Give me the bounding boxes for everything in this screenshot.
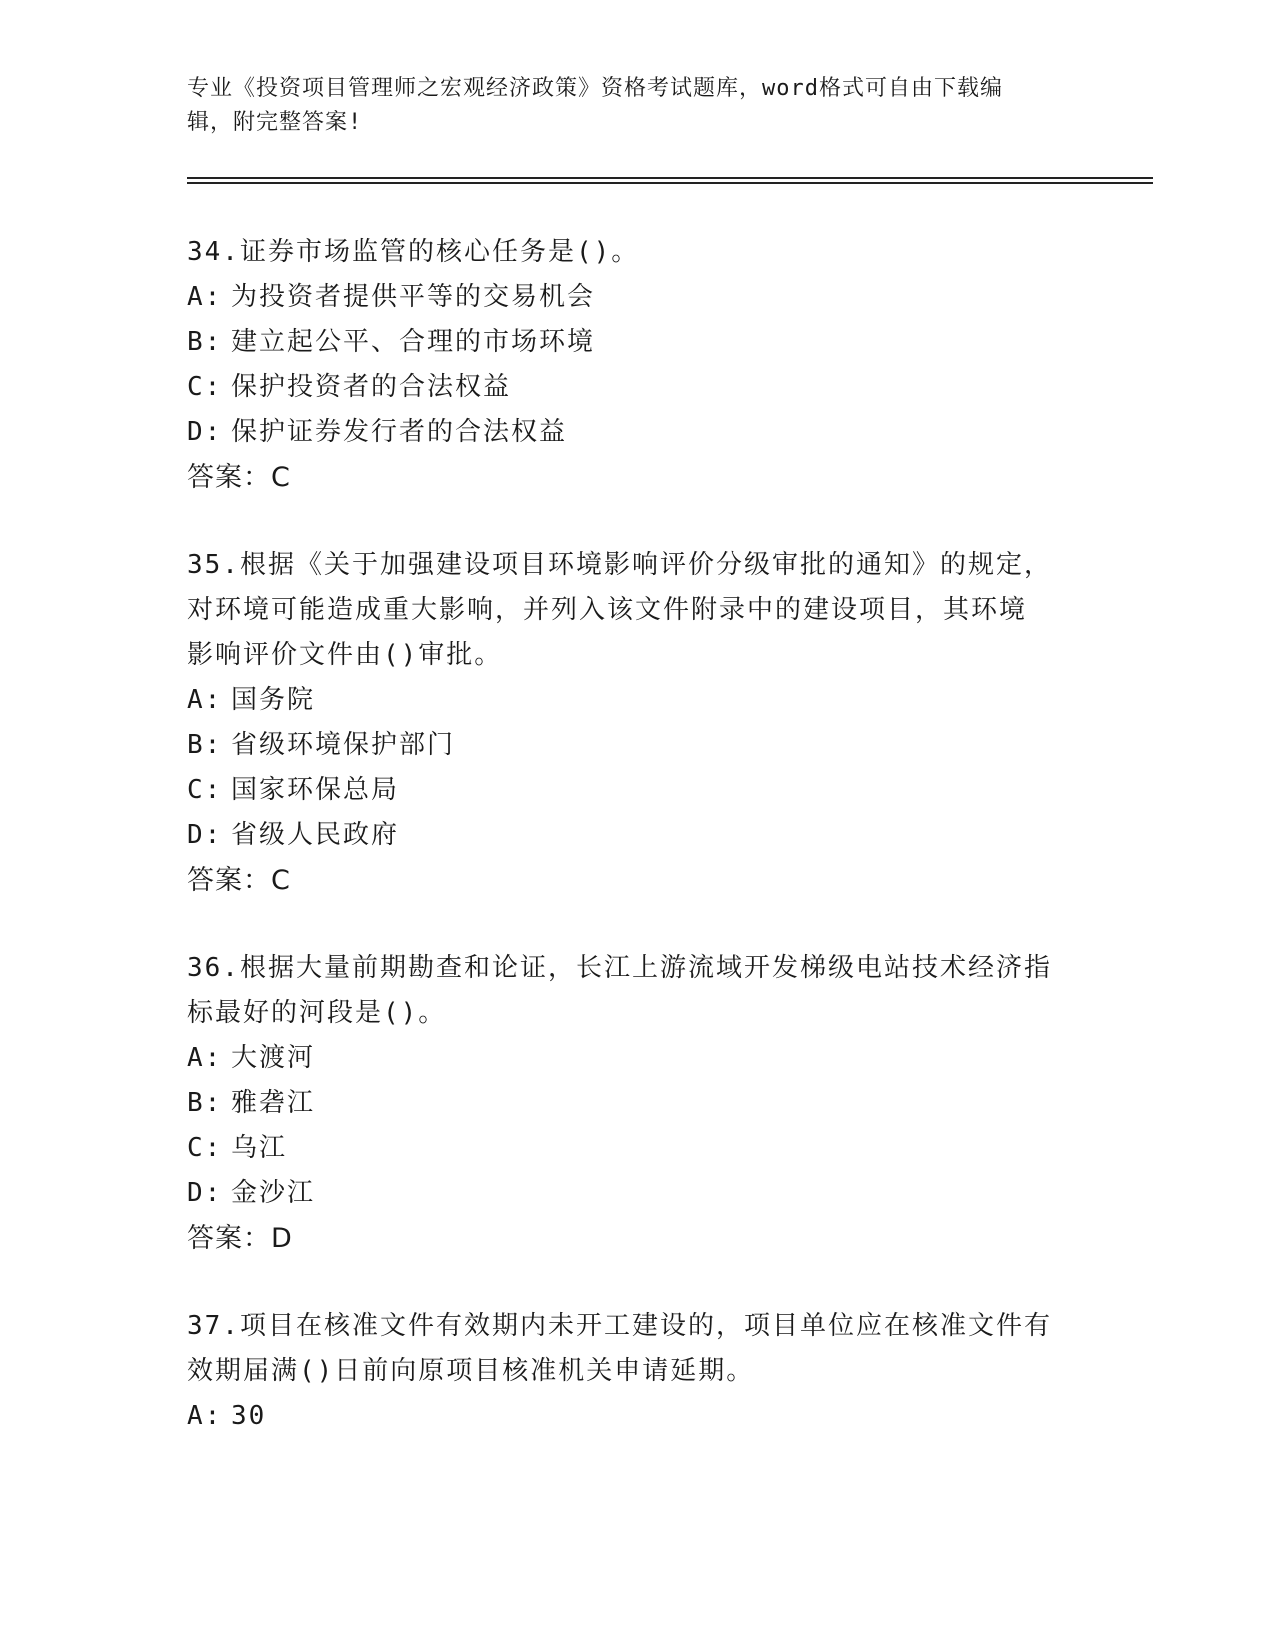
header-line-2: 辑，附完整答案! [187, 110, 363, 135]
option-letter: A: [187, 1401, 223, 1431]
option-a [187, 1394, 1087, 1439]
stem-line: 37.项目在核准文件有效期内未开工建设的，项目单位应在核准文件有 [187, 1311, 1052, 1341]
option-letter: B: [187, 730, 223, 760]
header-line-1: 专业《投资项目管理师之宏观经济政策》资格考试题库，word格式可自由下载编 [187, 76, 1003, 101]
stem-line: 标最好的河段是()。 [187, 998, 447, 1028]
option-text: 保护证券发行者的合法权益 [231, 417, 568, 447]
stem-line: 34.证券市场监管的核心任务是()。 [187, 237, 640, 267]
option-letter: C: [187, 372, 223, 402]
question-34 [187, 230, 1087, 501]
option-text: 金沙江 [231, 1178, 316, 1208]
option-letter: B: [187, 327, 223, 357]
stem-line: 35.根据《关于加强建设项目环境影响评价分级审批的通知》的规定， [187, 550, 1052, 580]
option-letter: D: [187, 417, 223, 447]
option-a [187, 1036, 1087, 1081]
rule-line [187, 182, 1153, 184]
option-text: 省级环境保护部门 [231, 730, 456, 760]
option-letter: C: [187, 775, 223, 805]
stem-line: 影响评价文件由()审批。 [187, 640, 503, 670]
answer-line: 答案：C [187, 865, 291, 896]
option-letter: B: [187, 1088, 223, 1118]
option-letter: A: [187, 1043, 223, 1073]
question-stem [187, 1304, 1087, 1394]
option-a [187, 275, 1087, 320]
option-text: 国家环保总局 [231, 775, 400, 805]
answer-line: 答案：D [187, 1223, 293, 1254]
answer-line: 答案：C [187, 462, 291, 493]
option-text: 建立起公平、合理的市场环境 [231, 327, 596, 357]
option-c [187, 768, 1087, 813]
option-text: 乌江 [231, 1133, 288, 1163]
stem-line: 对环境可能造成重大影响，并列入该文件附录中的建设项目，其环境 [187, 595, 1028, 625]
question-37 [187, 1304, 1087, 1439]
header-double-rule [187, 177, 1153, 184]
stem-line: 效期届满()日前向原项目核准机关申请延期。 [187, 1356, 755, 1386]
option-text: 保护投资者的合法权益 [231, 372, 512, 402]
option-text: 省级人民政府 [231, 820, 400, 850]
option-b [187, 723, 1087, 768]
option-d [187, 410, 1087, 455]
question-stem [187, 946, 1087, 1036]
option-letter: D: [187, 820, 223, 850]
option-b [187, 1081, 1087, 1126]
option-text: 国务院 [231, 685, 316, 715]
option-letter: C: [187, 1133, 223, 1163]
option-text: 大渡河 [231, 1043, 316, 1073]
rule-line [187, 177, 1153, 179]
question-list [187, 230, 1087, 1481]
option-letter: A: [187, 282, 223, 312]
option-text: 雅砻江 [231, 1088, 316, 1118]
option-d [187, 813, 1087, 858]
option-letter: A: [187, 685, 223, 715]
option-text: 为投资者提供平等的交易机会 [231, 282, 596, 312]
question-stem [187, 543, 1087, 678]
option-a [187, 678, 1087, 723]
option-b [187, 320, 1087, 365]
question-36 [187, 946, 1087, 1262]
option-d [187, 1171, 1087, 1216]
stem-line: 36.根据大量前期勘查和论证，长江上游流域开发梯级电站技术经济指 [187, 953, 1052, 983]
document-header [187, 72, 1087, 140]
question-stem [187, 230, 1087, 275]
option-letter: D: [187, 1178, 223, 1208]
option-c [187, 365, 1087, 410]
option-c [187, 1126, 1087, 1171]
question-35 [187, 543, 1087, 904]
option-text: 30 [231, 1401, 267, 1431]
